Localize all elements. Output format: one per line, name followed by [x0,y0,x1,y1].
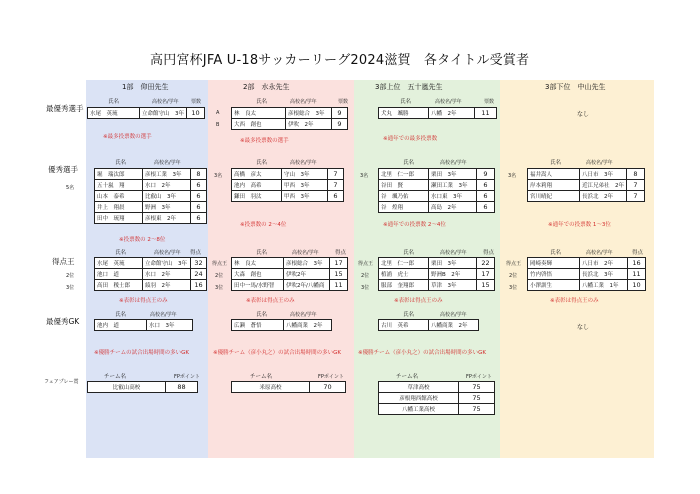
table-row [528,280,646,291]
player-school: 伊吹2年/八幡商 [284,280,330,291]
fp-points: 75 [459,393,495,404]
player-name: 池内 高希 [232,180,282,191]
player-school: 綾羽 2年 [143,280,191,291]
player-name: 田中一馬/水野智 [232,280,284,291]
row-label-outstanding-count: 5名 [66,185,75,191]
vote-count: 9 [477,169,495,180]
header-school: 高校名/学年 [152,99,179,105]
table-row [379,280,495,291]
player-name: 林 良太 [232,258,284,269]
player-name: 岡崎奏輝 [528,258,580,269]
row-label-fairplay: フェアプレー賞 [44,379,79,385]
header-school: 高校名/学年 [150,312,177,318]
player-school: 高島 2年 [429,202,477,213]
player-school: 立命館守山 3年 [143,258,191,269]
header-school: 高校名/学年 [154,160,181,166]
note: ※表彰は得点王のみ [246,298,295,304]
header-name: 氏名 [550,160,562,166]
header-school: 高校名/学年 [586,160,613,166]
player-school: 水口 2年 [143,269,191,280]
header-name: 氏名 [403,250,415,256]
mvp-table-3 [378,107,497,119]
header-fp: FPポイント [318,374,344,380]
header-school: 高校名/学年 [290,312,317,318]
table-row [95,202,207,213]
player-school: 八日市 2年 [580,258,628,269]
player-school: 甲西 3年 [282,191,328,202]
table-row [232,191,344,202]
header-name: 氏名 [400,99,412,105]
fp-points: 75 [459,382,495,393]
table-row [379,320,479,331]
vote-count: 6 [328,191,344,202]
player-school: 水口 3年 [147,320,193,331]
gk-table-3 [378,319,479,331]
player-name: 竹内啓悟 [528,269,580,280]
player-school: 近江兄弟社 2年 [580,180,627,191]
player-school: 水口 2年 [143,180,191,191]
header-name: 氏名 [256,312,268,318]
mark-b: B [216,122,220,128]
table-row [528,169,645,180]
vote-count: 8 [191,169,207,180]
player-name: 古川 英希 [379,320,429,331]
table-row [232,258,348,269]
player-school: 比叡山 3年 [143,191,191,202]
player-name: 水尾 英琉 [95,258,143,269]
table-row [232,108,348,119]
header-name: 氏名 [550,250,562,256]
header-votes: 票数 [338,99,349,105]
player-school: 長浜北 2年 [580,191,627,202]
player-school: 八日市 3年 [580,169,627,180]
note: ※表彰は得点王のみ [550,298,599,304]
column-header-3: 3部上位 五十嵐先生 [375,83,443,91]
scorer-table-4 [527,257,646,291]
player-school: 守山 3年 [282,169,328,180]
header-school: 高校名/学年 [440,250,467,256]
note: ※表彰は得点王のみ [394,298,443,304]
table-row [379,191,495,202]
goal-count: 11 [330,280,348,291]
vote-count: 10 [187,108,205,119]
table-row [232,180,344,191]
team-name: 八幡工業高校 [379,404,459,415]
rank-2: 2位 [215,273,224,279]
header-school: 高校名/学年 [290,99,317,105]
column-header-1: 1部 仰田先生 [122,83,169,91]
table-row [528,191,645,202]
header-name: 氏名 [115,160,127,166]
vote-count: 6 [477,191,495,202]
vote-count: 7 [627,191,645,202]
table-row [95,280,207,291]
table-row [95,269,207,280]
table-row [95,169,207,180]
note: ※優勝チームの試合出場時間の多いGK [94,350,189,356]
fairplay-table-1 [87,381,198,393]
table-row [95,258,207,269]
player-name: 林 良太 [232,108,286,119]
player-school: 瀬田工業 3年 [429,180,477,191]
player-name: 岸本莉翔 [528,180,580,191]
player-name: 五十嵐 翔 [95,180,143,191]
player-name: 宮川晴紀 [528,191,580,202]
rank-2: 2位 [361,273,370,279]
table-row [528,269,646,280]
vote-count: 6 [191,202,207,213]
scorer-label: 得点王 [358,261,374,267]
team-name: 米原高校 [232,382,310,393]
table-row [232,320,332,331]
header-team: チーム名 [396,374,419,380]
goal-count: 24 [191,269,207,280]
note: ※最多投票数の選手 [103,134,152,140]
table-row [379,382,495,393]
outstanding-table-1 [94,168,207,224]
table-row [232,119,348,130]
player-school: 彦根総合 3年 [286,108,332,119]
row-label-scorer: 得点王 [52,257,75,266]
player-name: 田中 琉翔 [95,213,143,224]
header-goals: 得点 [335,250,347,256]
player-name: 高田 稜士郎 [95,280,143,291]
player-school: 八幡商業 2年 [284,320,332,331]
goal-count: 15 [330,269,348,280]
vote-count: 9 [332,108,348,119]
player-name: 堀 瑞汰郎 [95,169,143,180]
count-3: 3名 [360,173,369,179]
count-4: 3名 [508,173,517,179]
header-name: 氏名 [108,99,120,105]
none-text: なし [577,111,590,118]
player-name: 池口 道 [95,269,143,280]
player-name: 小澤訓生 [528,280,580,291]
header-name: 氏名 [256,160,268,166]
player-name: 北里 仁一郎 [379,169,429,180]
player-school: 長浜北 3年 [580,269,628,280]
player-school: 甲西 3年 [282,180,328,191]
gk-table-1 [94,319,193,331]
table-row [232,382,346,393]
header-votes: 票数 [484,99,495,105]
mark-a: A [216,110,220,116]
vote-count: 7 [328,169,344,180]
note: ※優勝チーム（彦小丸之）の試合出場時間の多いGK [213,350,341,356]
fp-points: 75 [459,404,495,415]
fairplay-table-2 [231,381,346,393]
goal-count: 32 [191,258,207,269]
column-header-4: 3部下位 中山先生 [545,83,606,91]
note: ※最多投票数の選手 [240,138,289,144]
scorer-label: 得点王 [212,261,228,267]
vote-count: 6 [191,180,207,191]
player-school: 八幡工業 1年 [580,280,628,291]
player-name: 服部 奎翔郎 [379,280,429,291]
rank-3: 3位 [361,285,370,291]
header-school: 高校名/学年 [290,160,317,166]
outstanding-table-3 [378,168,495,213]
player-school: 栗田 3年 [429,169,477,180]
player-name: 北里 仁一郎 [379,258,429,269]
fp-points: 70 [310,382,346,393]
player-name: 谷田 賢 [379,180,429,191]
goal-count: 22 [477,258,495,269]
player-school: 草津 3年 [429,280,477,291]
header-name: 氏名 [403,160,415,166]
note: ※通年での投票数 1～3位 [548,222,611,228]
scorer-table-1 [94,257,207,291]
goal-count: 15 [477,280,495,291]
row-label-outstanding: 優秀選手 [48,165,78,174]
player-name: 鎌田 羽汰 [232,191,282,202]
mvp-table-2 [231,107,348,130]
note: ※通年での最多投票数 [383,136,438,142]
table-row [232,169,344,180]
note: ※投票数の 2～8位 [119,237,166,243]
player-name: 谷 煌翔 [379,202,429,213]
gk-table-2 [231,319,332,331]
header-team: チーム名 [104,374,127,380]
player-school: 栗田 3年 [429,258,477,269]
vote-count: 7 [627,180,645,191]
scorer-table-3 [378,257,495,291]
scorer-label: 得点王 [506,261,522,267]
header-goals: 得点 [632,250,644,256]
table-row [95,320,193,331]
player-school: 水口東 3年 [429,191,477,202]
table-row [232,280,348,291]
note: ※表彰は得点王のみ [119,298,168,304]
player-name: 大森 創也 [232,269,284,280]
team-name: 比叡山高校 [88,382,166,393]
table-row [95,213,207,224]
header-fp: FPポイント [174,374,200,380]
player-name: 水尾 英琉 [88,108,140,119]
header-votes: 票数 [191,99,202,105]
table-row [95,180,207,191]
vote-count: 8 [627,169,645,180]
player-school: 八幡 2年 [429,108,475,119]
rank-3: 3位 [215,285,224,291]
table-row [379,108,497,119]
player-name: 谷 颯乃佑 [379,191,429,202]
header-school: 高校名/学年 [440,312,467,318]
count-2: 3名 [214,173,223,179]
table-row [88,108,205,119]
player-school: 伊吹 2年 [286,119,332,130]
goal-count: 16 [191,280,207,291]
table-row [379,180,495,191]
team-name: 彦根翔西館高校 [379,393,459,404]
outstanding-table-4 [527,168,645,202]
header-school: 高校名/学年 [154,250,181,256]
player-name: 山本 泰希 [95,191,143,202]
goal-count: 17 [330,258,348,269]
header-name: 氏名 [115,312,127,318]
player-school: 彦根総合 3年 [284,258,330,269]
note: ※優勝チーム（彦小丸之）の試合出場時間の多いGK [358,350,486,356]
table-row [528,258,646,269]
header-goals: 得点 [190,250,202,256]
scorer-table-2 [231,257,348,291]
player-school: 立命館守山 3年 [140,108,187,119]
outstanding-table-2 [231,168,344,202]
goal-count: 16 [628,258,646,269]
vote-count: 6 [191,191,207,202]
player-school: 野洲B 2年 [429,269,477,280]
fp-points: 88 [166,382,198,393]
table-row [379,393,495,404]
table-row [528,180,645,191]
header-goals: 得点 [483,250,495,256]
column-header-2: 2部 水永先生 [243,83,290,91]
header-school: 高校名/学年 [586,250,613,256]
player-school: 伊吹2年 [284,269,330,280]
vote-count: 11 [475,108,497,119]
fairplay-table-3 [378,381,495,415]
mvp-table-1 [87,107,205,119]
header-school: 高校名/学年 [292,250,319,256]
vote-count: 6 [477,202,495,213]
player-name: 井上 翔晨 [95,202,143,213]
table-row [379,269,495,280]
note: ※投票数の 2～4位 [240,222,287,228]
vote-count: 7 [328,180,344,191]
row-label-scorer-2nd: 2位 [66,273,75,279]
player-name: 高橋 彦太 [232,169,282,180]
player-name: 池内 道 [95,320,147,331]
table-row [379,258,495,269]
player-name: 植浦 虎士 [379,269,429,280]
player-name: 大西 創也 [232,119,286,130]
header-name: 氏名 [403,312,415,318]
table-row [379,202,495,213]
header-fp: FPポイント [466,374,492,380]
player-name: 福井嵩人 [528,169,580,180]
team-name: 草津高校 [379,382,459,393]
goal-count: 11 [628,269,646,280]
player-name: 広瀬 蒼悟 [232,320,284,331]
vote-count: 9 [332,119,348,130]
player-name: 犬丸 颯勝 [379,108,429,119]
table-row [88,382,198,393]
header-school: 高校名/学年 [440,160,467,166]
row-label-scorer-3rd: 3位 [66,285,75,291]
table-row [232,269,348,280]
header-name: 氏名 [256,99,268,105]
rank-3: 3位 [509,285,518,291]
none-text: なし [577,324,590,331]
player-school: 八幡商業 2年 [429,320,479,331]
goal-count: 10 [628,280,646,291]
table-row [379,404,495,415]
goal-count: 17 [477,269,495,280]
header-name: 氏名 [115,250,127,256]
header-team: チーム名 [250,374,273,380]
note: ※通年での投票数 2～4位 [383,222,446,228]
row-label-mvp: 最優秀選手 [46,104,84,113]
vote-count: 6 [191,213,207,224]
player-school: 彦根工業 3年 [143,169,191,180]
vote-count: 6 [477,180,495,191]
player-school: 野洲 3年 [143,202,191,213]
header-name: 氏名 [256,250,268,256]
table-row [379,169,495,180]
page-title: 高円宮杯JFA U-18サッカーリーグ2024滋賀 各タイトル受賞者 [150,53,530,68]
row-label-gk: 最優秀GK [46,317,80,326]
rank-2: 2位 [509,273,518,279]
player-school: 彦根東 2年 [143,213,191,224]
table-row [95,191,207,202]
header-school: 高校名/学年 [435,99,462,105]
